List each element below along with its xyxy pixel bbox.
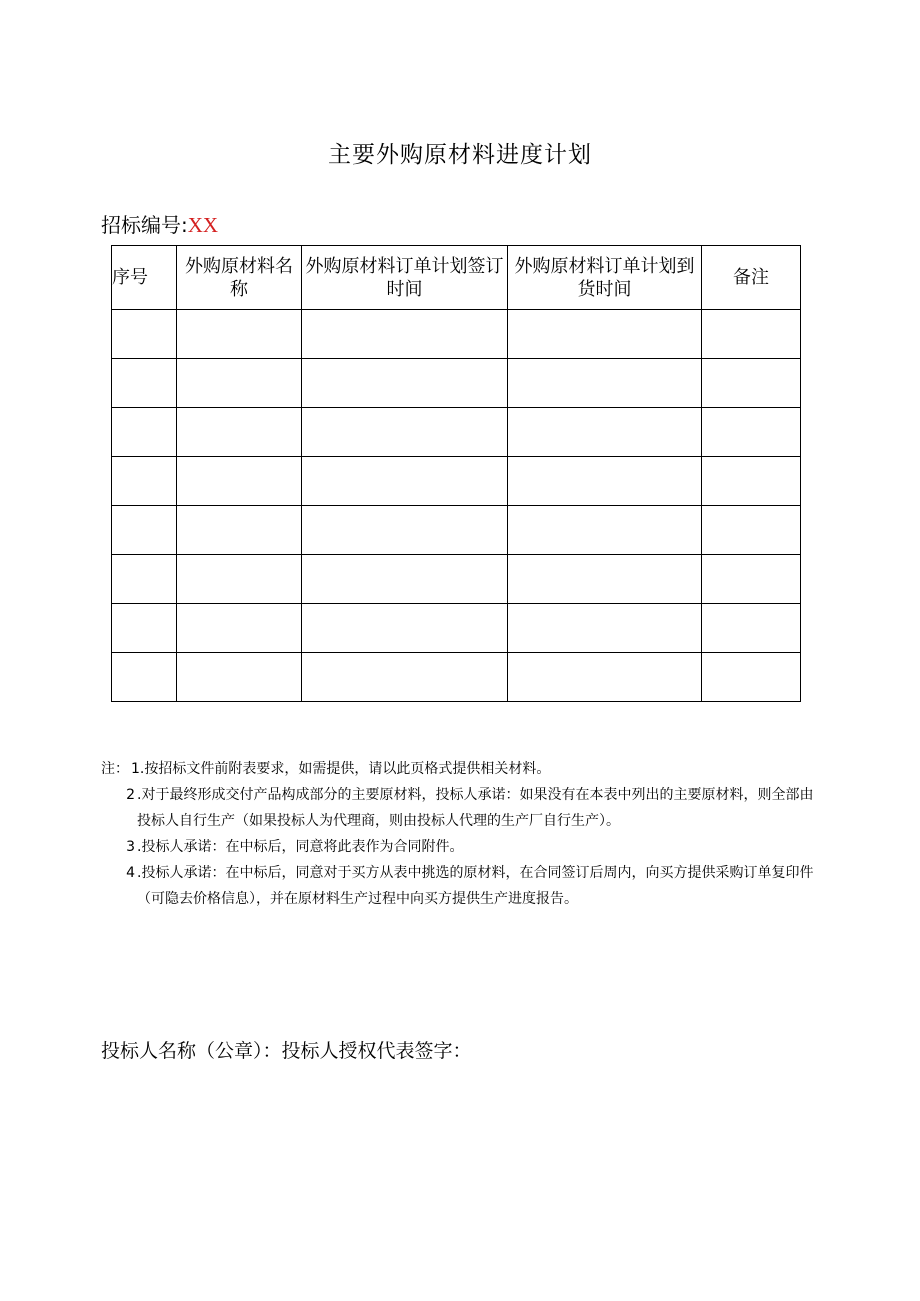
table-cell[interactable] — [112, 408, 177, 457]
table-cell[interactable] — [508, 653, 702, 702]
header-serial-number: 序号 — [112, 246, 177, 310]
table-row — [112, 310, 801, 359]
table-cell[interactable] — [508, 604, 702, 653]
table-header-row — [112, 246, 801, 310]
bid-number-label: 招标编号: — [101, 213, 188, 237]
header-order-sign-time: 外购原材料订单计划签订时间 — [302, 246, 508, 310]
bid-number-value: XX — [187, 213, 219, 237]
table-cell[interactable] — [177, 457, 302, 506]
table-cell[interactable] — [302, 604, 508, 653]
table-cell[interactable] — [302, 310, 508, 359]
table-cell[interactable] — [302, 359, 508, 408]
table-cell[interactable] — [702, 555, 801, 604]
signature-line: 投标人名称（公章）：投标人授权代表签字： — [101, 1040, 472, 1062]
table-cell[interactable] — [302, 653, 508, 702]
table-cell[interactable] — [177, 408, 302, 457]
note-number: 1. — [131, 761, 145, 777]
notes-section — [101, 756, 821, 912]
table-cell[interactable] — [508, 457, 702, 506]
table-cell[interactable] — [112, 506, 177, 555]
bid-number-line — [101, 209, 218, 238]
table-cell[interactable] — [177, 359, 302, 408]
note-text: .投标人承诺：在中标后，同意对于买方从表中挑选的原材料，在合同签订后周内，向买方提供采购订单复印件（可隐去价格信息），并在原材料生产过程中向买方提供生产进度报告。 — [137, 865, 814, 907]
table-row — [112, 457, 801, 506]
document-title: 主要外购原材料进度计划 — [328, 142, 592, 168]
table-cell[interactable] — [702, 653, 801, 702]
table-cell[interactable] — [508, 408, 702, 457]
table-cell[interactable] — [702, 506, 801, 555]
table-cell[interactable] — [177, 604, 302, 653]
table-cell[interactable] — [508, 359, 702, 408]
table-row — [112, 408, 801, 457]
table-cell[interactable] — [177, 653, 302, 702]
table-cell[interactable] — [177, 506, 302, 555]
table-cell[interactable] — [702, 310, 801, 359]
table-cell[interactable] — [112, 604, 177, 653]
table-cell[interactable] — [112, 310, 177, 359]
note-item — [101, 860, 821, 912]
table-cell[interactable] — [302, 555, 508, 604]
table-cell[interactable] — [508, 310, 702, 359]
table-cell[interactable] — [112, 359, 177, 408]
note-number: 4 — [126, 865, 135, 881]
table-body — [112, 310, 801, 702]
table-row — [112, 653, 801, 702]
table-cell[interactable] — [177, 310, 302, 359]
note-item — [101, 782, 821, 834]
table-cell[interactable] — [302, 408, 508, 457]
table-cell[interactable] — [508, 506, 702, 555]
note-text: .投标人承诺：在中标后，同意将此表作为合同附件。 — [137, 839, 464, 855]
table-cell[interactable] — [702, 457, 801, 506]
table-cell[interactable] — [302, 506, 508, 555]
note-text: 按招标文件前附表要求，如需提供，请以此页格式提供相关材料。 — [144, 761, 551, 777]
table-cell[interactable] — [302, 457, 508, 506]
header-arrival-time: 外购原材料订单计划到货时间 — [508, 246, 702, 310]
table-row — [112, 604, 801, 653]
table-cell[interactable] — [112, 457, 177, 506]
table-row — [112, 555, 801, 604]
table-cell[interactable] — [508, 555, 702, 604]
header-material-name: 外购原材料名称 — [177, 246, 302, 310]
note-item — [101, 834, 821, 860]
note-number: 2 — [126, 787, 135, 803]
table-cell[interactable] — [702, 408, 801, 457]
table-row — [112, 359, 801, 408]
note-item — [101, 756, 821, 782]
schedule-table — [111, 245, 801, 702]
table-row — [112, 506, 801, 555]
table-cell[interactable] — [112, 653, 177, 702]
header-remarks: 备注 — [702, 246, 801, 310]
note-number: 3 — [126, 839, 135, 855]
table-cell[interactable] — [112, 555, 177, 604]
notes-prefix: 注： — [101, 761, 129, 777]
table-cell[interactable] — [177, 555, 302, 604]
note-text: .对于最终形成交付产品构成部分的主要原材料，投标人承诺：如果没有在本表中列出的主要原材料，则全部由投标人自行生产（如果投标人为代理商，则由投标人代理的生产厂自行生产）。 — [137, 787, 814, 829]
table-cell[interactable] — [702, 604, 801, 653]
table-cell[interactable] — [702, 359, 801, 408]
